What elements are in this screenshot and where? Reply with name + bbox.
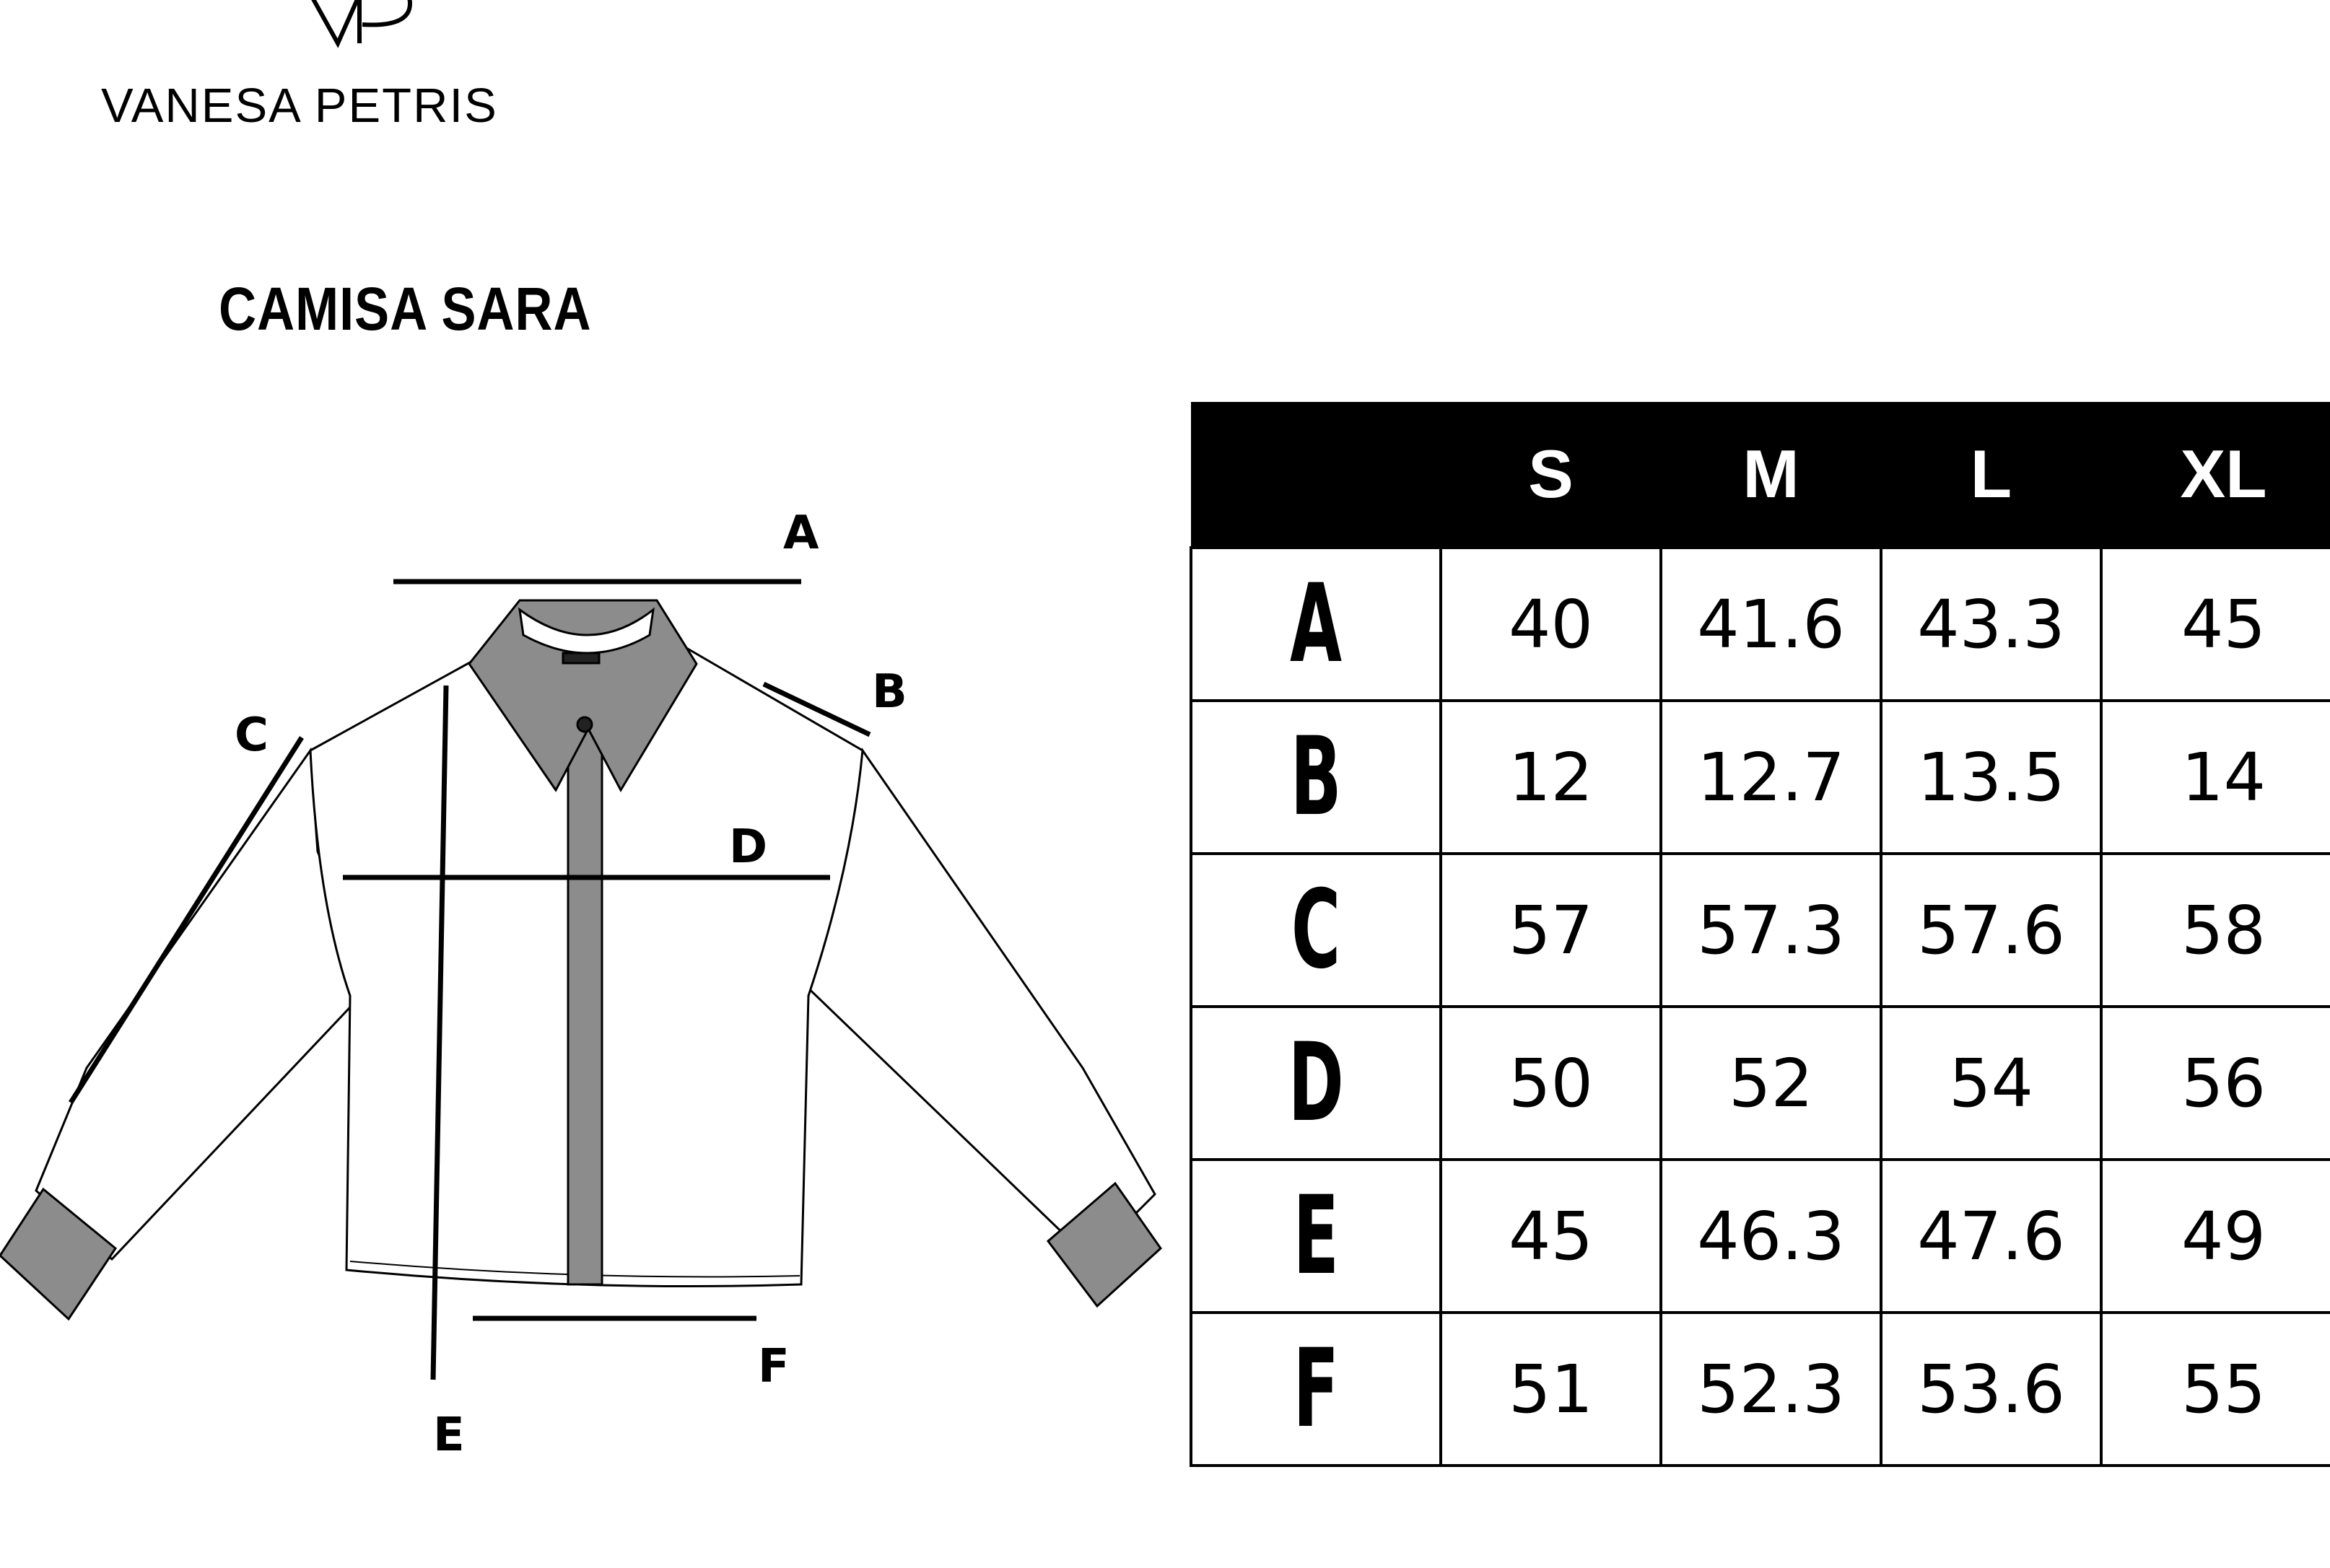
row-label-text: C xyxy=(1291,867,1341,993)
row-label-text: B xyxy=(1290,714,1342,840)
table-row xyxy=(1191,548,2330,701)
table-cell: 12.7 xyxy=(1661,701,1881,854)
header-cell-size: XL xyxy=(2101,402,2330,548)
table-cell: 51 xyxy=(1441,1313,1661,1466)
table-row xyxy=(1191,1007,2330,1160)
table-cell: 41.6 xyxy=(1661,548,1881,701)
measure-label-c: C xyxy=(235,709,269,762)
table-cell: 40 xyxy=(1441,548,1661,701)
table-cell: 52 xyxy=(1661,1007,1881,1160)
table-cell: 45 xyxy=(2101,548,2330,701)
table-cell: 54 xyxy=(1881,1007,2101,1160)
table-cell: 12 xyxy=(1441,701,1661,854)
table-cell: 45 xyxy=(1441,1160,1661,1313)
table-cell: 58 xyxy=(2101,854,2330,1007)
table-cell: 13.5 xyxy=(1881,701,2101,854)
table-cell: 53.6 xyxy=(1881,1313,2101,1466)
table-row xyxy=(1191,1313,2330,1466)
row-label-text: F xyxy=(1293,1326,1339,1452)
table-cell: 49 xyxy=(2101,1160,2330,1313)
row-label xyxy=(1191,1007,1441,1160)
table-cell: 57.3 xyxy=(1661,854,1881,1007)
row-label xyxy=(1191,548,1441,701)
brand-name: VANESA PETRIS xyxy=(101,79,498,133)
row-label-text: D xyxy=(1288,1020,1344,1146)
table-row xyxy=(1191,854,2330,1007)
table-cell: 52.3 xyxy=(1661,1313,1881,1466)
header-cell-size: L xyxy=(1881,402,2101,548)
measure-label-f: F xyxy=(758,1340,790,1393)
row-label xyxy=(1191,854,1441,1007)
table-cell: 55 xyxy=(2101,1313,2330,1466)
size-chart-table xyxy=(1190,402,2330,1467)
table-cell: 57 xyxy=(1441,854,1661,1007)
measure-label-d: D xyxy=(729,820,768,874)
table-cell: 14 xyxy=(2101,701,2330,854)
header-cell-empty xyxy=(1191,402,1441,548)
table-row xyxy=(1191,1160,2330,1313)
row-label-text: E xyxy=(1293,1173,1339,1299)
table-cell: 46.3 xyxy=(1661,1160,1881,1313)
vp-monogram-logo xyxy=(287,0,518,72)
row-label xyxy=(1191,1313,1441,1466)
brand-logo xyxy=(101,0,606,137)
measure-label-b: B xyxy=(872,665,907,719)
row-label-text: A xyxy=(1290,561,1342,687)
header-cell-size: S xyxy=(1441,402,1661,548)
product-title: CAMISA SARA xyxy=(219,275,592,343)
row-label xyxy=(1191,1160,1441,1313)
measure-label-e: E xyxy=(433,1409,465,1462)
table-cell: 50 xyxy=(1441,1007,1661,1160)
table-cell: 56 xyxy=(2101,1007,2330,1160)
shirt-placket xyxy=(568,707,602,1284)
table-cell: 57.6 xyxy=(1881,854,2101,1007)
header-cell-size: M xyxy=(1661,402,1881,548)
table-cell: 47.6 xyxy=(1881,1160,2101,1313)
shirt-measurement-diagram xyxy=(0,491,1184,1501)
table-cell: 43.3 xyxy=(1881,548,2101,701)
row-label xyxy=(1191,701,1441,854)
size-header-row xyxy=(1191,402,2330,548)
measure-label-a: A xyxy=(783,507,819,560)
table-row xyxy=(1191,701,2330,854)
